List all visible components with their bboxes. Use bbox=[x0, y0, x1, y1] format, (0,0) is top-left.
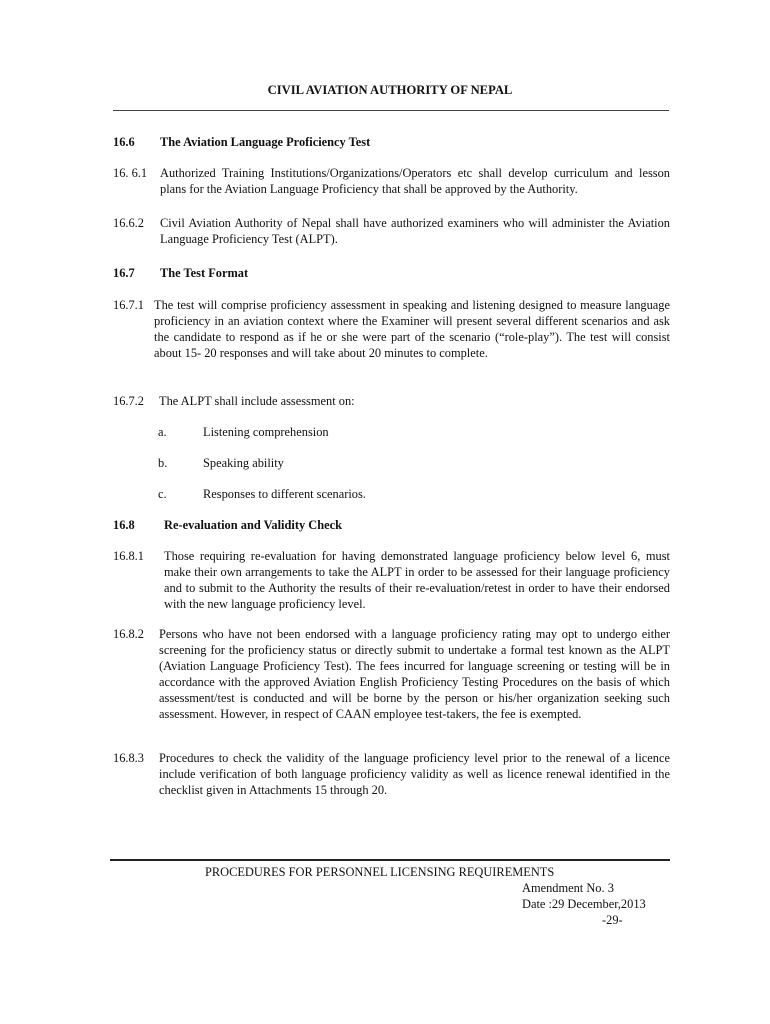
list-item bbox=[158, 424, 558, 455]
paragraph-text: Procedures to check the validity of the language proficiency level prior to the renewal of a licence include verification of both language proficiency validity as well as licence renewal identified in the checklist given in Attachments 15 through 20. bbox=[159, 751, 670, 797]
paragraph-number: 16.6.2 bbox=[113, 216, 144, 230]
paragraph-number: 16.7.2 bbox=[113, 394, 144, 408]
assessment-list bbox=[158, 424, 558, 502]
paragraph-text: Persons who have not been endorsed with a language proficiency rating may opt to undergo either screening for the proficiency status or directly submit to undertake a formal test known as the ALPT (Aviation Language Proficiency Test). The fees incurred for language screening or testing will be in accordance with the approved Aviation English Proficiency Testing Procedures on the basis of which assessment/test is conducted and will be borne by the person or his/her organization seeking such assessment. However, in respect of CAAN employee test-takers, the fee is exempted. bbox=[159, 627, 670, 721]
paragraph-number: 16. 6.1 bbox=[113, 166, 148, 180]
footer-amendment: Amendment No. 3 bbox=[522, 881, 614, 895]
footer-date: Date :29 December,2013 bbox=[522, 897, 646, 911]
section-number: 16.6 bbox=[113, 135, 135, 149]
paragraph-16-7-1 bbox=[113, 297, 670, 361]
list-letter: c. bbox=[158, 487, 167, 501]
section-number: 16.7 bbox=[113, 266, 135, 280]
paragraph-text: The ALPT shall include assessment on: bbox=[159, 394, 355, 408]
list-letter: b. bbox=[158, 456, 168, 470]
section-heading-16-6 bbox=[113, 134, 670, 150]
list-letter: a. bbox=[158, 425, 167, 439]
paragraph-16-8-2 bbox=[113, 626, 670, 722]
section-title: The Aviation Language Proficiency Test bbox=[160, 135, 371, 149]
list-item bbox=[158, 486, 558, 502]
footer-rule bbox=[110, 859, 670, 861]
paragraph-text: Authorized Training Institutions/Organizations/Operators etc shall develop curriculum and lesson plans for the Aviation Language Proficiency that shall be approved by the Authority. bbox=[160, 166, 670, 196]
paragraph-16-7-2 bbox=[113, 393, 670, 409]
page-header-title: CIVIL AVIATION AUTHORITY OF NEPAL bbox=[267, 83, 513, 97]
list-text: Listening comprehension bbox=[203, 425, 329, 439]
footer-title: PROCEDURES FOR PERSONNEL LICENSING REQUIREMENTS bbox=[205, 865, 555, 879]
section-title: The Test Format bbox=[160, 266, 249, 280]
paragraph-number: 16.8.2 bbox=[113, 627, 144, 641]
paragraph-number: 16.8.3 bbox=[113, 751, 144, 765]
paragraph-number: 16.7.1 bbox=[113, 298, 144, 312]
paragraph-16-6-1 bbox=[113, 165, 670, 197]
paragraph-16-8-1 bbox=[113, 548, 670, 612]
paragraph-text: Those requiring re-evaluation for having demonstrated language proficiency below level 6, must make their own arrangements to take the ALPT in order to be assessed for their language proficiency and to submit to the Authority the results of their re-evaluation/retest in order to have their endorsed with the new language proficiency level. bbox=[164, 549, 670, 611]
page-number: -29- bbox=[602, 913, 623, 927]
paragraph-text: Civil Aviation Authority of Nepal shall have authorized examiners who will administer the Aviation Language Proficiency Test (ALPT). bbox=[160, 216, 670, 246]
paragraph-text: The test will comprise proficiency assessment in speaking and listening designed to measure language proficiency in an aviation context where the Examiner will present several different scenarios and ask the candidate to respond as if he or she were part of the scenario (“role-play”). The test will consist about 15- 20 responses and will take about 20 minutes to complete. bbox=[154, 298, 670, 360]
paragraph-16-6-2 bbox=[113, 215, 670, 247]
list-text: Speaking ability bbox=[203, 456, 284, 470]
section-number: 16.8 bbox=[113, 518, 135, 532]
list-text: Responses to different scenarios. bbox=[203, 487, 366, 501]
paragraph-number: 16.8.1 bbox=[113, 549, 144, 563]
section-heading-16-7 bbox=[113, 265, 670, 281]
paragraph-16-8-3 bbox=[113, 750, 670, 798]
header-rule bbox=[113, 110, 669, 111]
section-title: Re-evaluation and Validity Check bbox=[164, 518, 342, 532]
list-item bbox=[158, 455, 558, 486]
section-heading-16-8 bbox=[113, 517, 670, 533]
